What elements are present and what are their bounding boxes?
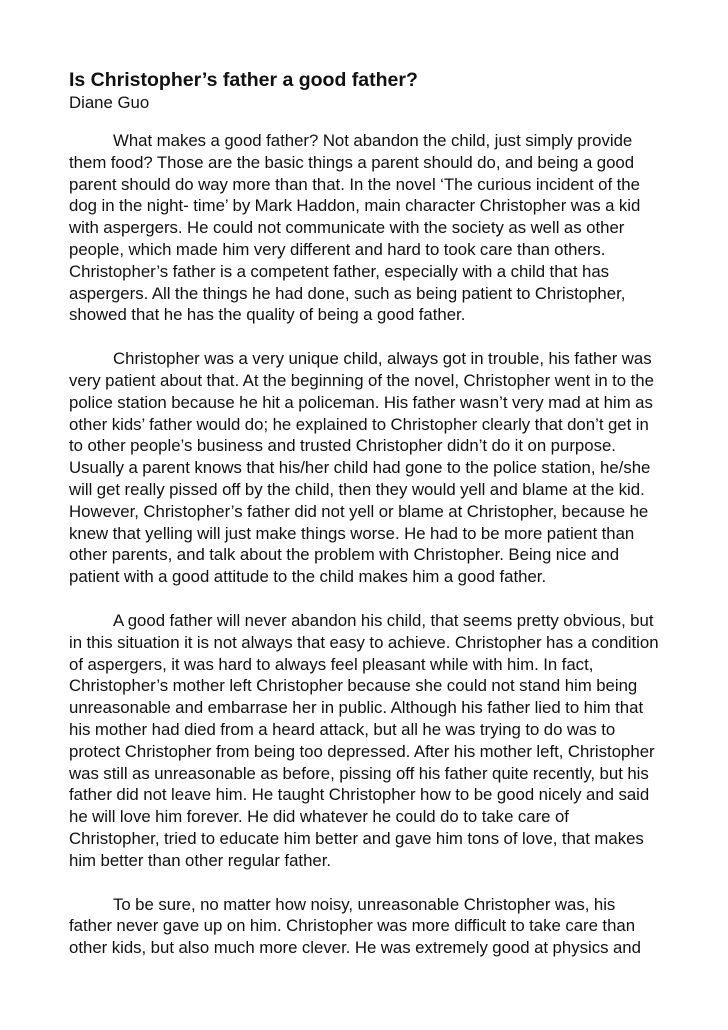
- essay-title: Is Christopher’s father a good father?: [69, 69, 418, 91]
- paragraph-4: To be sure, no matter how noisy, unreasonable Christopher was, his father never gave up on him. Christopher was more difficult to take care than other kids, but also much more clever. He was extremely good at physics and: [69, 894, 641, 958]
- document-page: [69, 68, 661, 981]
- paragraph-1: What makes a good father? Not abandon the child, just simply provide them food? Those are the basic things a parent should do, and being a good parent should do way more than that. In the novel ‘The curious incident of the dog in the night- time’ by Mark Haddon, main character Christopher was a kid with aspergers. He could not communicate with the society as well as other people, which made him very different and hard to took care than others. Christopher’s father is a competent father, especially with a child that has aspergers. All the things he had done, such as being patient to Christopher, showed that he has the quality of being a good father.: [69, 131, 641, 325]
- paragraph-3: A good father will never abandon his child, that seems pretty obvious, but in this situation it is not always that easy to achieve. Christopher has a condition of aspergers, it was hard to always feel pleasant while with him. In fact, Christopher’s mother left Christopher because she could not stand him being unreasonable and embarrase her in public. Although his father lied to him that his mother had died from a heard attack, but all he was trying to do was to protect Christopher from being too depressed. After his mother left, Christopher was still as unreasonable as before, pissing off his father quite recently, but his father did not leave him. He taught Christopher how to be good nicely and said he will love him forever. He did whatever he could do to take care of Christopher, tried to educate him better and gave him tons of love, that makes him better than other regular father.: [69, 610, 659, 870]
- paragraph-2: Christopher was a very unique child, always got in trouble, his father was very patient about that. At the beginning of the novel, Christopher went in to the police station because he hit a policeman. His father wasn’t very mad at him as other kids’ father would do; he explained to Christopher clearly that don’t get in to other people’s business and trusted Christopher didn’t do it on purpose. Usually a parent knows that his/her child had gone to the police station, he/she will get really pissed off by the child, then they would yell and blame at the kid. However, Christopher’s father did not yell or blame at Christopher, because he knew that yelling will just make things worse. He had to be more patient than other parents, and talk about the problem with Christopher. Being nice and patient with a good attitude to the child makes him a good father.: [69, 349, 654, 587]
- author-name: Diane Guo: [69, 93, 150, 112]
